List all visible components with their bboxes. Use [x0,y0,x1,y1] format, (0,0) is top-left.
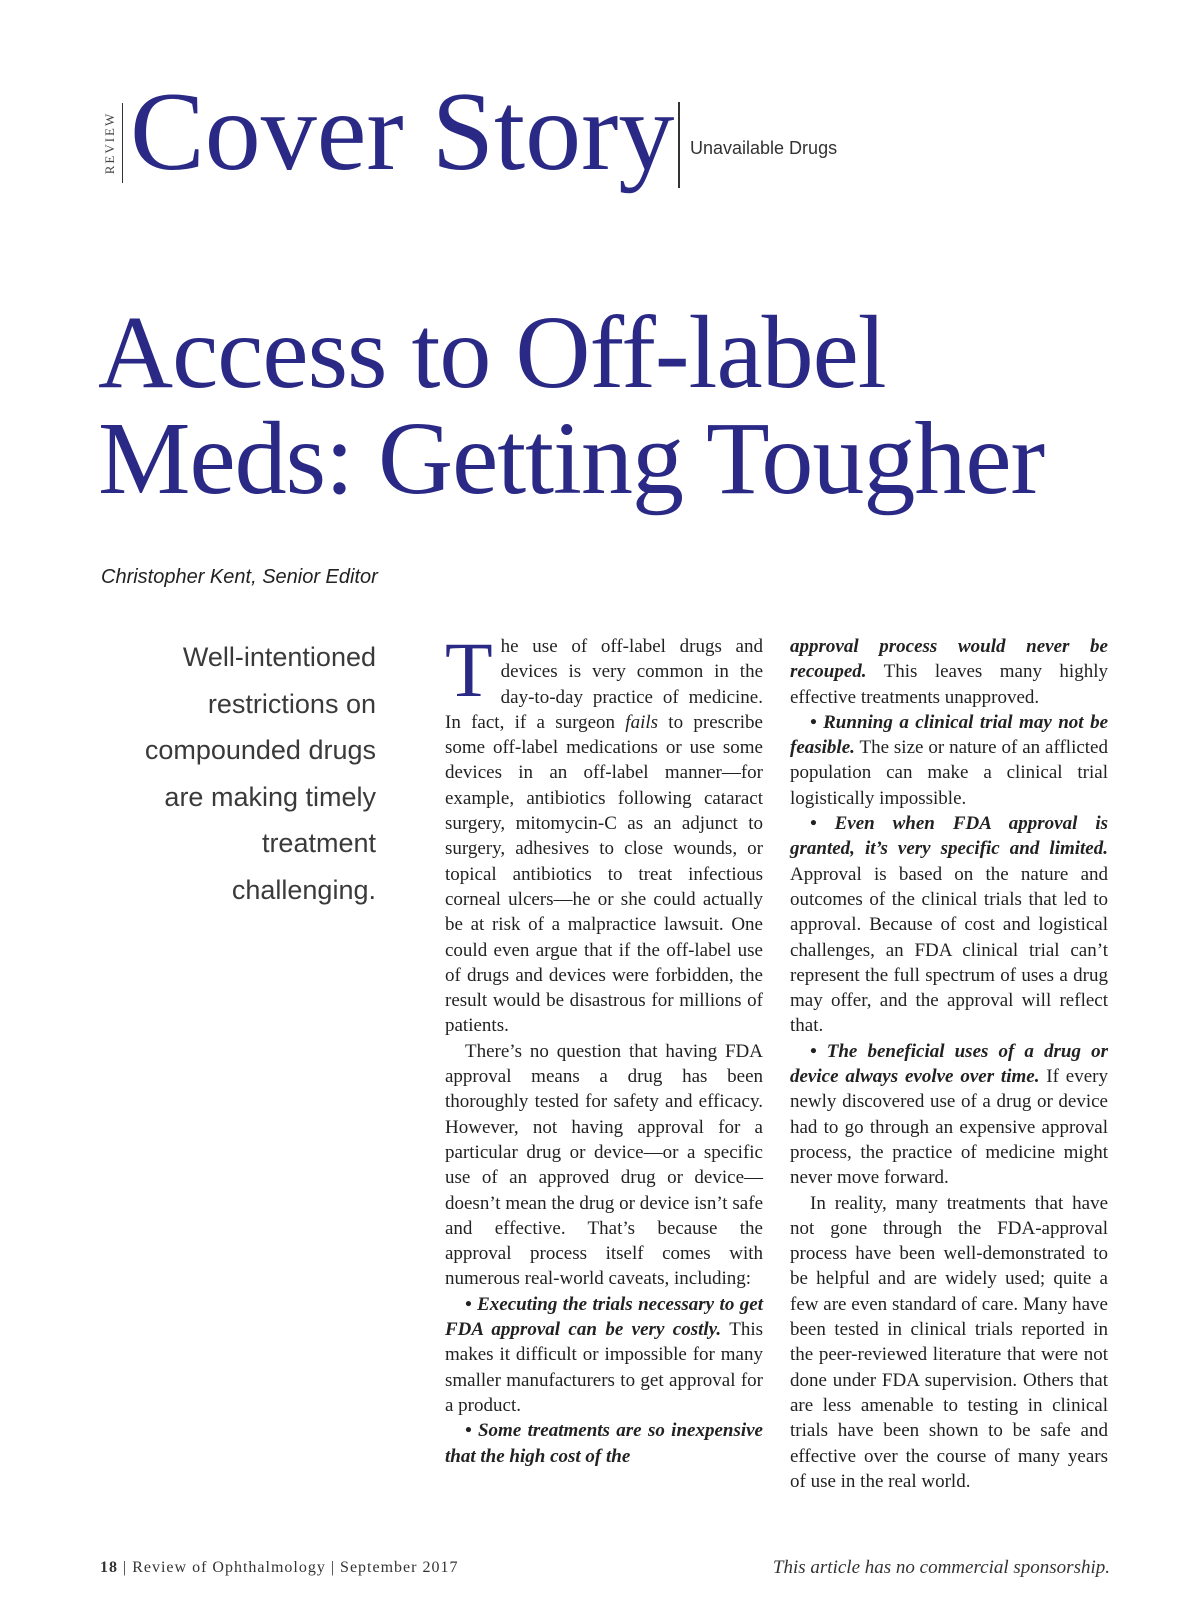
byline: Christopher Kent, Senior Editor [101,566,378,588]
footer-folio [100,1559,458,1577]
bullet-beneficial-uses-text: If every newly discovered use of a drug or device had to go through an expensive approval process, the practice of medicine might never move forward. [790,1066,1108,1189]
body-column-1 [445,626,763,1469]
review-vertical-label [98,103,123,183]
bullet-clinical-trial [790,710,1108,811]
section-subtitle: Unavailable Drugs [690,138,838,158]
drop-cap: T [445,626,493,713]
paragraph-in-reality: In reality, many treatments that have not gone through the FDA-approval process have been well-demonstrated to be helpful and are widely used; quite a few are even standard of care. Many have been tested in clinical trials reported in the peer-reviewed literature that were not done under FDA supervision. Others that are less amenable to testing in clinical trials have been shown to be safe and effective over the course of many years of use in the real world. [790,1192,1108,1492]
bullet-costly-trials [445,1292,763,1418]
bullet-costly-trials-heading: • Executing the trials necessary to get FDA approval can be very costly. [445,1293,763,1341]
bullet-specific-approval [790,811,1108,1039]
body-column-2 [790,634,1108,1494]
header-divider [678,102,680,188]
paragraph-intro-text-a: he use of off-label drugs and devices is very common in the day-to-day practice of medicine. In fact, if a surgeon [445,636,763,733]
bullet-clinical-trial-text: The size or nature of an afflicted population can make a clinical trial logistically impossible. [790,737,1108,809]
bullet-clinical-trial-heading: • Running a clinical trial may not be feasible. [790,711,1108,759]
review-label-text: REVIEW [102,111,117,175]
section-title: Cover Story [130,70,675,194]
pull-quote: Well-intentioned restrictions on compounded drugs are making timely treatment challenging. [144,642,376,905]
bullet-inexpensive-heading-b: approval process would never be recouped. [790,636,1108,683]
article-title [98,295,1045,516]
bullet-inexpensive-heading-a: • Some treatments are so inexpensive that the high cost of the [445,1420,763,1467]
paragraph-intro-emphasis: fails [625,711,659,733]
bullet-inexpensive-text: This leaves many highly effective treatments unapproved. [790,661,1108,708]
bullet-costly-trials-text: This makes it difficult or impossible for many smaller manufacturers to get approval for a product. [445,1319,763,1416]
bullet-specific-approval-text: Approval is based on the nature and outcomes of the clinical trials that led to approval. Because of cost and logistical challenges, an FDA clinical trial can’t represent the full spectrum of uses a drug may offer, and the approval will reflect that. [790,863,1108,1037]
article-title-line-1: Access to Off-label [98,295,886,410]
page-number: 18 [100,1559,118,1576]
paragraph-intro-text-b: to prescribe some off-label medications or use some devices in an off-label manner—for example, antibiotics following cataract surgery, mitomycin-C as an adjunct to surgery, adhesives to close wounds, or topical antibiotics to treat infectious corneal ulcers—he or she could actually be at risk of a malpractice lawsuit. One could even argue that if the off-label use of drugs and devices were forbidden, the result would be disastrous for millions of patients. [445,711,763,1037]
bullet-inexpensive-continued [790,634,1108,710]
article-title-line-2: Meds: Getting Tougher [98,401,1045,516]
paragraph-fda-approval: There’s no question that having FDA approval means a drug has been thoroughly tested for safety and efficacy. However, not having approval for a particular drug or device—or a specific use of an approved drug or device—doesn’t mean the drug or device isn’t safe and effective. That’s because the approval process itself comes with numerous real-world caveats, including: [445,1040,763,1290]
bullet-beneficial-uses [790,1039,1108,1191]
bullet-specific-approval-heading: • Even when FDA approval is granted, it’s very specific and limited. [790,813,1108,860]
sponsorship-note: This article has no commercial sponsorship. [772,1557,1110,1578]
footer-publication: | Review of Ophthalmology | September 2017 [123,1559,459,1576]
paragraph-intro [445,626,763,1039]
bullet-inexpensive-start [445,1418,763,1469]
bullet-beneficial-uses-heading: • The beneficial uses of a drug or device always evolve over time. [790,1040,1108,1088]
